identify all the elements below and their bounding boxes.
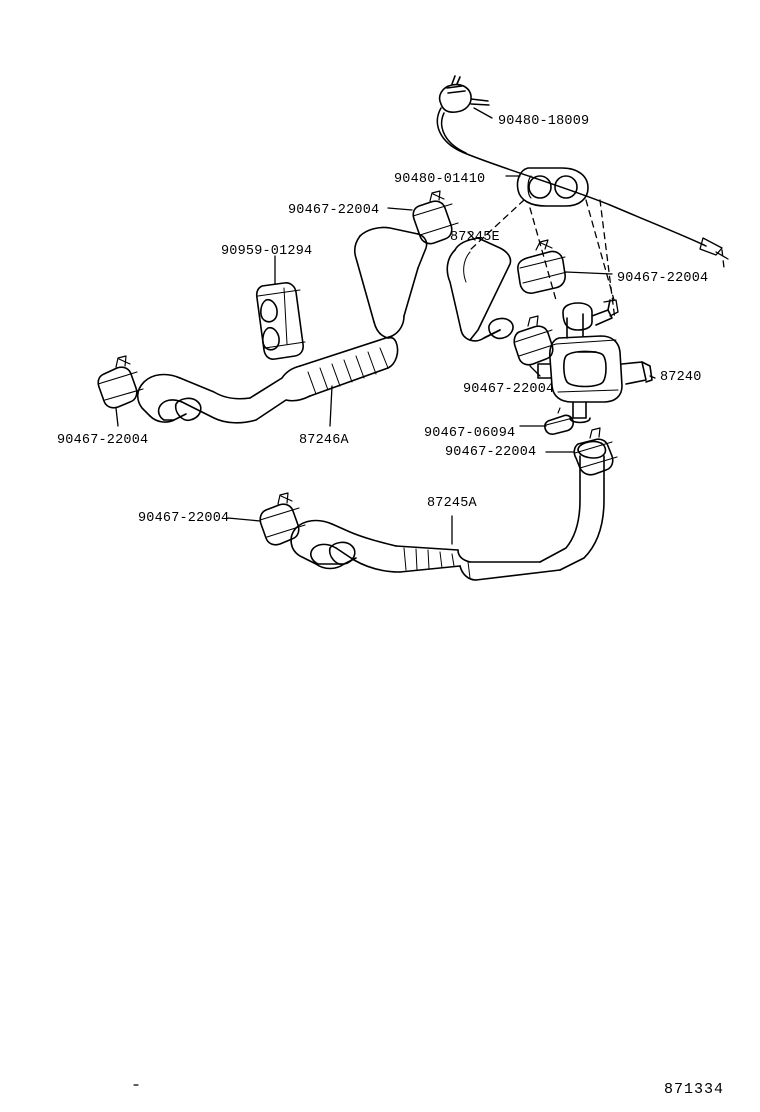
part-label-87246A: 87246A	[299, 433, 349, 448]
part-90480-18009-grommet	[440, 76, 489, 112]
part-90467-22004-clamp-e	[518, 240, 567, 293]
part-label-87245E: 87245E	[450, 230, 500, 245]
part-label-90467-22004-top-left: 90467-22004	[288, 203, 380, 218]
part-label-90480-18009: 90480-18009	[498, 114, 590, 129]
leader-87240	[650, 376, 655, 378]
part-label-90467-22004-mid: 90467-22004	[463, 382, 555, 397]
part-90467-22004-clamp-mid	[514, 316, 556, 365]
part-90959-01294-clamp-block	[257, 283, 305, 359]
part-label-87245A: 87245A	[427, 496, 477, 511]
part-label-90467-22004-right: 90467-22004	[617, 271, 709, 286]
part-label-90467-22004-lower-right: 90467-22004	[445, 445, 537, 460]
part-90467-22004-clamp-left	[98, 356, 143, 408]
leader-clamp-bottom	[228, 518, 260, 521]
drawing-number: 871334	[663, 1081, 724, 1098]
leader-dashed-right	[600, 200, 724, 320]
part-87240-water-valve	[538, 300, 652, 423]
part-label-90959-01294: 90959-01294	[221, 244, 313, 259]
part-90467-22004-clamp-lower-right	[574, 428, 617, 475]
part-87245E-hose	[447, 238, 513, 341]
part-label-90467-22004-bottom: 90467-22004	[138, 511, 230, 526]
leader-clamp-left	[116, 408, 118, 426]
leader-clamp-top	[388, 208, 412, 210]
part-90480-01410-plate	[517, 168, 588, 206]
part-label-90467-06094: 90467-06094	[424, 426, 516, 441]
part-label-90467-22004-left: 90467-22004	[57, 433, 149, 448]
part-90467-06094-clip	[545, 408, 573, 434]
part-label-87240: 87240	[660, 370, 702, 385]
leader-18009	[474, 108, 492, 118]
part-label-90480-01410: 90480-01410	[394, 172, 486, 187]
leader-dashed-plate	[470, 200, 614, 300]
leader-clamp-right	[566, 272, 612, 274]
part-90467-22004-clamp-bottom	[260, 493, 305, 545]
leader-87246A	[330, 386, 332, 426]
